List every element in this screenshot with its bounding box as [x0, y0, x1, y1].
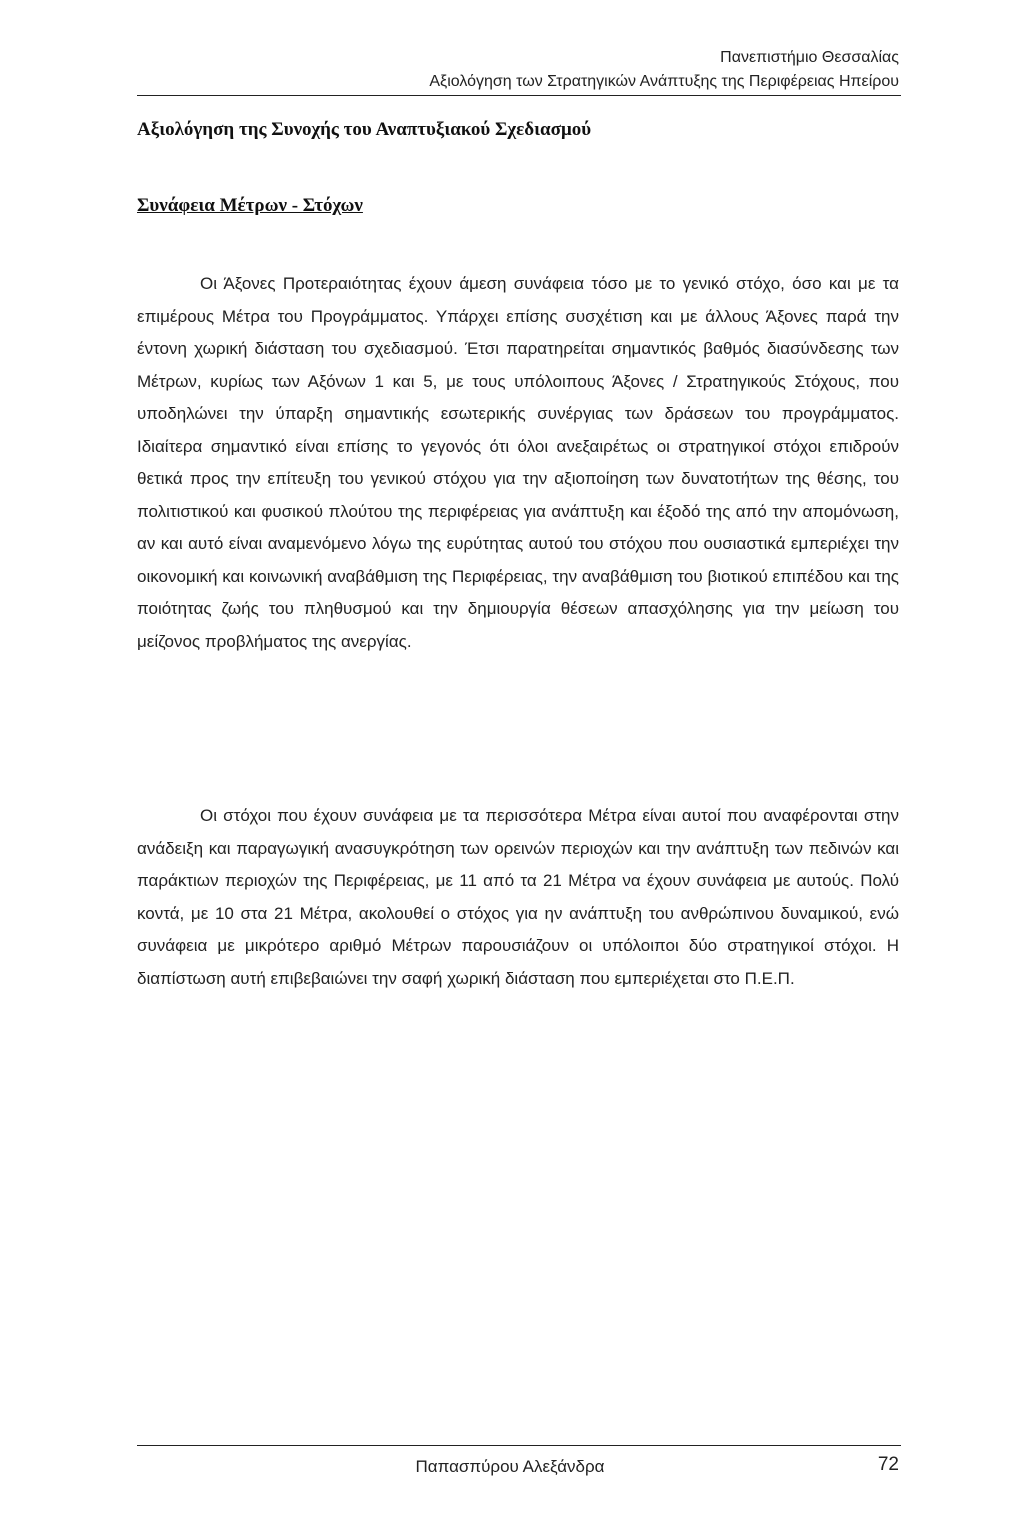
footer-author: Παπασπύρου Αλεξάνδρα	[415, 1457, 605, 1476]
subsection-title: Συνάφεια Μέτρων - Στόχων	[137, 195, 363, 216]
header-divider	[137, 95, 901, 96]
running-header	[137, 46, 899, 94]
footer-divider	[137, 1445, 901, 1446]
body-paragraph: Οι Άξονες Προτεραιότητας έχουν άμεση συνάφεια τόσο με το γενικό στόχο, όσο και με τα επιμέρους Μέτρα του Προγράμματος. Υπάρχει επίσης συσχέτιση και με άλλους Άξονες παρά την έντονη χωρική διάσταση του σχεδιασμού. Έτσι παρατηρείται σημαντικός βαθμός διασύνδεσης των Μέτρων, κυρίως των Αξόνων 1 και 5, με τους υπόλοιπους Άξονες / Στρατηγικούς Στόχους, που υποδηλώνει την ύπαρξη σημαντικής εσωτερικής συνέργιας των δράσεων του προγράμματος. Ιδιαίτερα σημαντικό είναι επίσης το γεγονός ότι όλοι ανεξαιρέτως οι στρατηγικοί στόχοι επιδρούν θετικά προς την επίτευξη του γενικού στόχου για την αξιοποίηση των δυνατοτήτων της θέσης, του πολιτιστικού και φυσικού πλούτου της περιφέρειας για ανάπτυξη και έξοδό της από την απομόνωση, αν και αυτό είναι αναμενόμενο λόγω της ευρύτητας αυτού του στόχου που ουσιαστικά εμπεριέχει την οικονομική και κοινωνική αναβάθμιση της Περιφέρειας, την αναβάθμιση του βιοτικού επιπέδου και της ποιότητας ζωής του πληθυσμού και την δημιουργία θέσεων απασχόλησης για την μείωση του μείζονος προβλήματος της ανεργίας.	[137, 274, 899, 651]
section-title: Αξιολόγηση της Συνοχής του Αναπτυξιακού Σχεδιασμού	[137, 119, 592, 140]
header-document-title: Αξιολόγηση των Στρατηγικών Ανάπτυξης της Περιφέρειας Ηπείρου	[429, 73, 899, 90]
header-institution: Πανεπιστήμιο Θεσσαλίας	[720, 49, 899, 66]
body-paragraph: Οι στόχοι που έχουν συνάφεια με τα περισσότερα Μέτρα είναι αυτοί που αναφέρονται στην ανάδειξη και παραγωγική ανασυγκρότηση των ορεινών περιοχών και την ανάπτυξη των πεδινών και παράκτιων περιοχών της Περιφέρειας, με 11 από τα 21 Μέτρα να έχουν συνάφεια με αυτούς. Πολύ κοντά, με 10 στα 21 Μέτρα, ακολουθεί ο στόχος για ην ανάπτυξη του ανθρώπινου δυναμικού, ενώ συνάφεια με μικρότερο αριθμό Μέτρων παρουσιάζουν οι υπόλοιποι δύο στρατηγικοί στόχοι. Η διαπίστωση αυτή επιβεβαιώνει την σαφή χωρική διάσταση που εμπεριέχεται στο Π.Ε.Π.	[137, 806, 899, 988]
page-number: 72	[877, 1454, 899, 1475]
